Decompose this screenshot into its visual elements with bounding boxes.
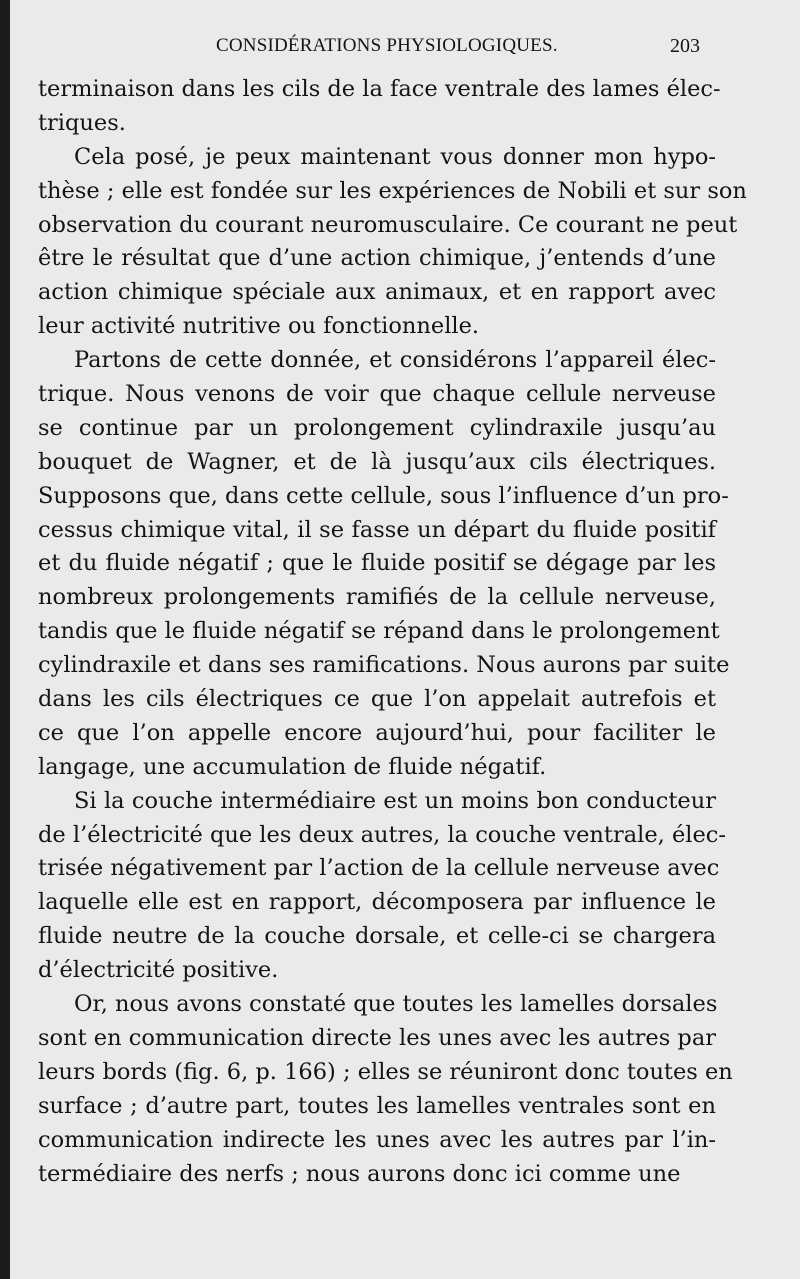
text-line: terminaison dans les cils de la face ventrale des lames élec-: [38, 76, 721, 102]
text-line: nombreux prolongements ramifiés de la cellule nerveuse,: [38, 584, 716, 611]
text-line: triques.: [38, 109, 126, 136]
text-line: surface ; d’autre part, toutes les lamelles ventrales sont en: [38, 1092, 716, 1119]
text-line: tandis que le fluide négatif se répand dans le prolongement: [38, 618, 720, 645]
text-line: cylindraxile et dans ses ramifications. Nous aurons par suite: [38, 652, 730, 679]
paragraph: [38, 73, 721, 141]
text-line: action chimique spéciale aux animaux, et en rapport avec: [38, 279, 716, 306]
text-line: se continue par un prolongement cylindraxile jusqu’au: [38, 414, 716, 441]
text-line: Si la couche intermédiaire est un moins bon conducteur: [74, 787, 716, 814]
text-line: leurs bords (fig. 6, p. 166) ; elles se réuniront donc toutes en: [38, 1058, 733, 1085]
paragraph: [38, 988, 733, 1191]
body-text: [38, 73, 747, 1191]
text-line: trique. Nous venons de voir que chaque cellule nerveuse: [38, 381, 716, 408]
text-line: observation du courant neuromusculaire. Ce courant ne peut: [38, 211, 738, 238]
text-line: être le résultat que d’une action chimique, j’entends d’une: [38, 245, 716, 272]
text-line: cessus chimique vital, il se fasse un départ du fluide positif: [38, 516, 716, 543]
text-line: Partons de cette donnée, et considérons l’appareil élec-: [74, 347, 716, 374]
book-page: [10, 0, 800, 1279]
text-line: communication indirecte les unes avec les autres par l’in-: [38, 1126, 716, 1153]
text-line: leur activité nutritive ou fonctionnelle.: [38, 313, 480, 340]
text-line: trisée négativement par l’action de la cellule nerveuse avec: [38, 855, 720, 882]
text-line: d’électricité positive.: [38, 957, 279, 984]
paragraph: [38, 344, 730, 785]
text-line: dans les cils électriques ce que l’on appelait autrefois et: [38, 686, 716, 713]
text-line: et du fluide négatif ; que le fluide positif se dégage par les: [38, 550, 716, 577]
text-line: Supposons que, dans cette cellule, sous l’influence d’un pro-: [38, 482, 729, 509]
text-line: langage, une accumulation de fluide négatif.: [38, 753, 547, 780]
text-line: Cela posé, je peux maintenant vous donner mon hypo-: [74, 143, 716, 170]
text-line: bouquet de Wagner, et de là jusqu’aux cils électriques.: [38, 448, 716, 475]
text-line: thèse ; elle est fondée sur les expériences de Nobili et sur son: [38, 177, 747, 204]
text-line: termédiaire des nerfs ; nous aurons donc ici comme une: [38, 1160, 681, 1187]
paragraph: [38, 141, 747, 344]
text-line: Or, nous avons constaté que toutes les lamelles dorsales: [74, 991, 718, 1018]
page-number: 203: [670, 35, 700, 57]
running-header: [10, 35, 800, 61]
text-line: fluide neutre de la couche dorsale, et celle-ci se chargera: [38, 923, 716, 950]
text-line: sont en communication directe les unes avec les autres par: [38, 1024, 716, 1051]
text-line: de l’électricité que les deux autres, la couche ventrale, élec-: [38, 821, 726, 848]
text-line: laquelle elle est en rapport, décomposera par influence le: [38, 889, 716, 916]
text-line: ce que l’on appelle encore aujourd’hui, pour faciliter le: [38, 719, 716, 746]
paragraph: [38, 785, 726, 988]
running-title: CONSIDÉRATIONS PHYSIOLOGIQUES.: [216, 35, 558, 56]
